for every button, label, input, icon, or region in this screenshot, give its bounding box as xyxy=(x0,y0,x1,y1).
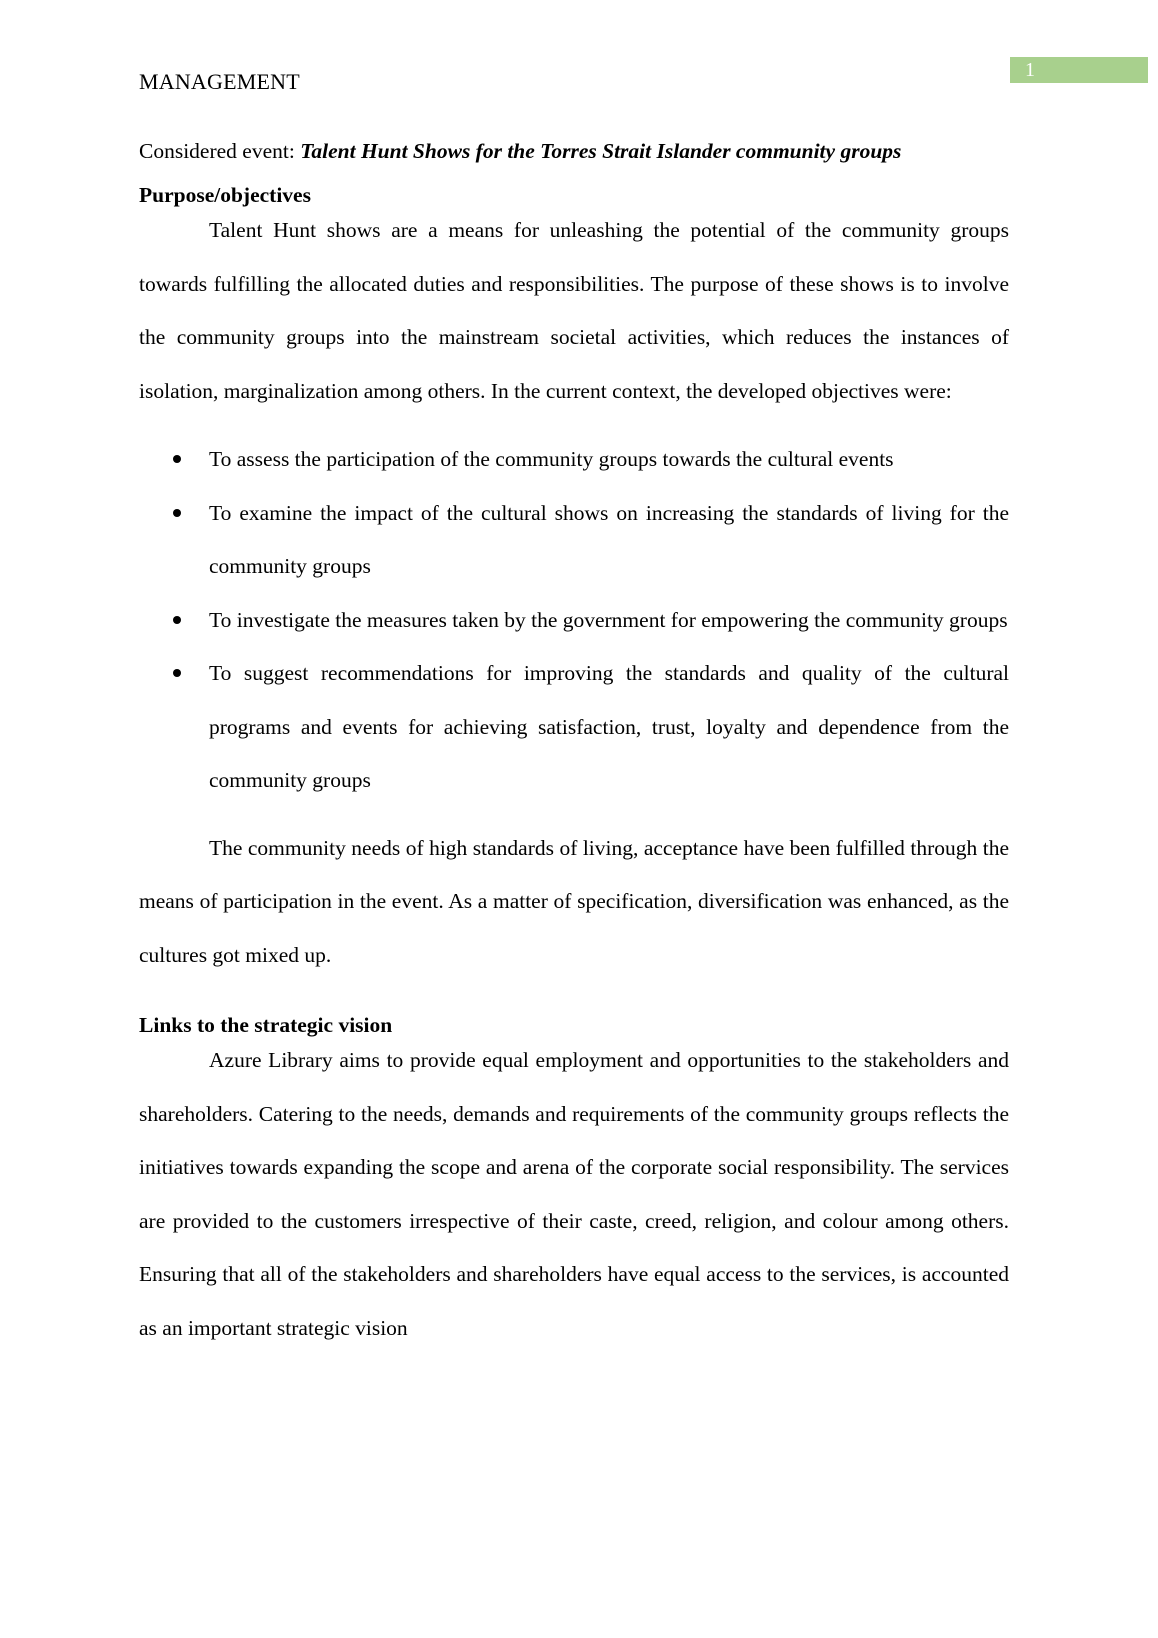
objective-text: To investigate the measures taken by the government for empowering the community groups xyxy=(209,607,1008,632)
objectives-list xyxy=(139,433,1009,808)
objective-text: To assess the participation of the community groups towards the cultural events xyxy=(209,447,894,471)
bullet-icon xyxy=(173,616,181,624)
objective-item xyxy=(139,433,1009,487)
objective-item xyxy=(139,594,1009,648)
strategic-vision-paragraph: Azure Library aims to provide equal employment and opportunities to the stakeholders and shareholders. Catering to the needs, demands and requirements of the community groups reflects the initiatives towards expanding the scope and arena of the corporate social responsibility. The services are provided to the customers irrespective of their caste, creed, religion, and colour among others. Ensuring that all of the stakeholders and shareholders have equal access to the services, is accounted as an important strategic vision xyxy=(139,1048,1009,1340)
purpose-conclusion-paragraph: The community needs of high standards of living, acceptance have been fulfilled through the means of participation in the event. As a matter of specification, diversification was enhanced, as the cultures got mixed up. xyxy=(139,835,1009,967)
purpose-intro-paragraph: Talent Hunt shows are a means for unleashing the potential of the community groups towards fulfilling the allocated duties and responsibilities. The purpose of these shows is to involve the community groups into the mainstream societal activities, which reduces the instances of isolation, marginalization among others. In the current context, the developed objectives were: xyxy=(139,218,1009,403)
objective-item xyxy=(139,487,1009,594)
objective-text: To examine the impact of the cultural shows on increasing the standards of living for the community groups xyxy=(209,500,1009,578)
page-number-badge xyxy=(1010,57,1148,83)
objective-text: To suggest recommendations for improving the standards and quality of the cultural programs and events for achieving satisfaction, trust, loyalty and dependence from the community groups xyxy=(209,661,1009,792)
running-head: MANAGEMENT xyxy=(139,69,300,94)
document-body xyxy=(139,136,1009,1355)
bullet-icon xyxy=(173,669,181,677)
considered-event-line xyxy=(139,136,1009,166)
strategic-vision-heading: Links to the strategic vision xyxy=(139,1013,393,1037)
page-number: 1 xyxy=(1025,59,1035,81)
bullet-icon xyxy=(173,509,181,517)
objective-item xyxy=(139,647,1009,808)
considered-event-title: Talent Hunt Shows for the Torres Strait Islander community groups xyxy=(300,139,902,163)
bullet-icon xyxy=(173,455,181,463)
considered-event-label: Considered event: xyxy=(139,139,301,163)
purpose-heading: Purpose/objectives xyxy=(139,183,311,207)
